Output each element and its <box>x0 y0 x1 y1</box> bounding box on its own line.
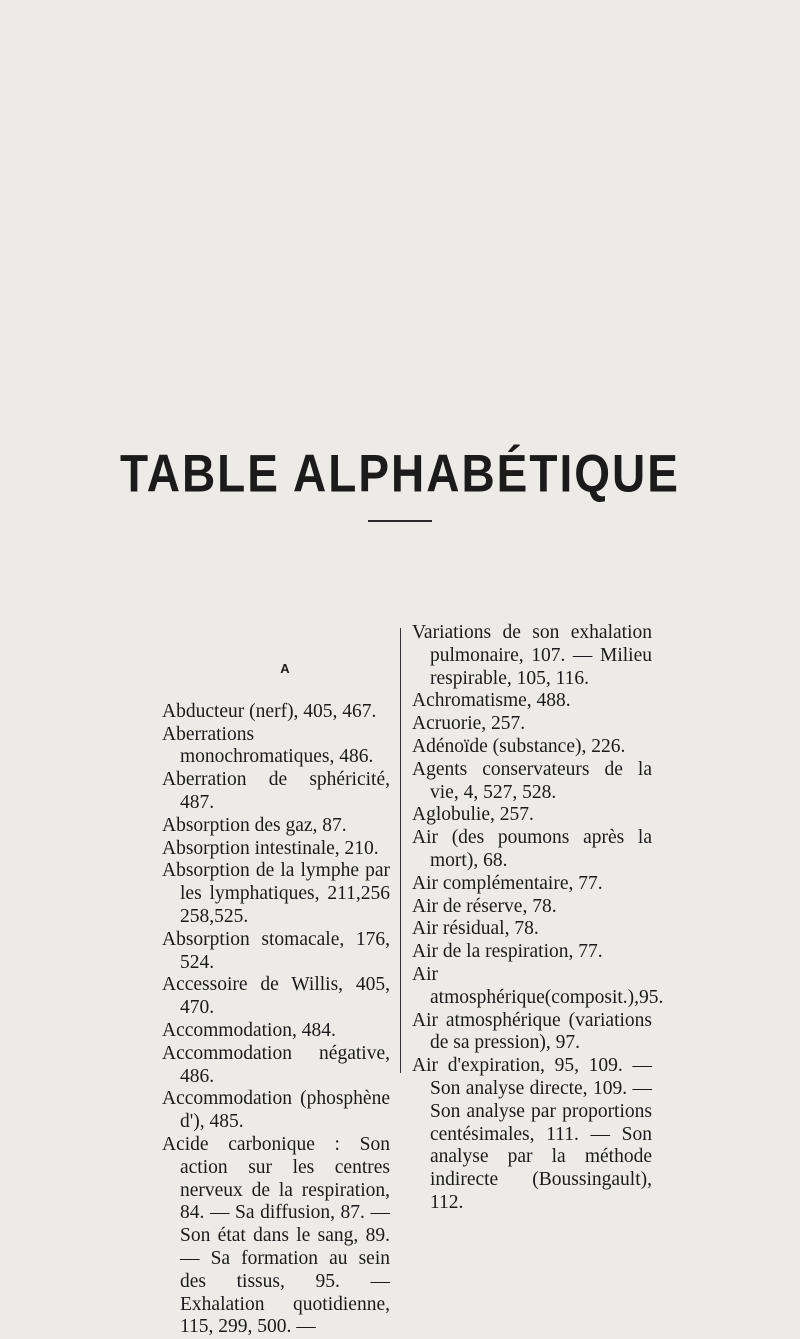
index-entry: Air complémentaire, 77. <box>412 872 603 894</box>
index-entry: Absorption stomacale, 176, 524. <box>162 928 390 973</box>
section-letter: A <box>280 661 290 676</box>
index-entry: Air atmosphérique (variations de sa pression), 97. <box>412 1009 652 1054</box>
index-entry: Adénoïde (substance), 226. <box>412 735 626 757</box>
index-entry: Accommodation, 484. <box>162 1019 336 1041</box>
index-entry: Acruorie, 257. <box>412 713 526 735</box>
left-column <box>162 622 390 1339</box>
index-entry: Air (des poumons après la mort), 68. <box>412 827 652 871</box>
right-column <box>412 622 664 1215</box>
index-entry: Air résidual, 78. <box>412 918 539 940</box>
index-entry: Air de réserve, 78. <box>412 895 557 917</box>
index-entry: Accommodation négative, 486. <box>162 1042 390 1087</box>
index-entry: Absorption des gaz, 87. <box>162 814 347 836</box>
page-title: TABLE ALPHABÉTIQUE <box>120 443 680 503</box>
index-entry: Abducteur (nerf), 405, 467. <box>162 700 377 722</box>
index-entry: Aberration de sphéricité, 487. <box>162 769 390 813</box>
index-entry: Absorption de la lymphe par les lymphatiques, 211,256 258,525. <box>162 860 390 927</box>
index-entry: Aglobulie, 257. <box>412 804 534 826</box>
index-entry: Air de la respiration, 77. <box>412 941 603 963</box>
title-rule <box>368 520 432 522</box>
index-entry: Air atmosphérique(composit.),95. <box>412 963 664 1008</box>
index-entry: Acide carbonique : Son action sur les centres nerveux de la respiration, 84. — Sa diffusion, 87. — Son état dans le sang, 89. — Sa formation au sein des tissus, 95. — Exhalation quotidienne, 115, 299, 500. — <box>162 1133 390 1338</box>
index-entry: Agents conservateurs de la vie, 4, 527, 528. <box>412 758 652 803</box>
index-entry: Accommodation (phosphène d'), 485. <box>162 1088 390 1133</box>
index-entry: Absorption intestinale, 210. <box>162 837 379 859</box>
column-divider <box>400 628 401 1073</box>
index-entry: Air d'expiration, 95, 109. — Son analyse directe, 109. — Son analyse par proportions centésimales, 111. — Son analyse par la méthode indirecte (Boussingault), 112. <box>412 1055 652 1213</box>
index-entry: Accessoire de Willis, 405, 470. <box>162 974 390 1019</box>
index-entry: Variations de son exhalation pulmonaire, 107. — Milieu respirable, 105, 116. <box>412 622 652 689</box>
index-entry: Achromatisme, 488. <box>412 690 571 712</box>
index-entry: Aberrations monochromatiques, 486. <box>162 723 374 768</box>
